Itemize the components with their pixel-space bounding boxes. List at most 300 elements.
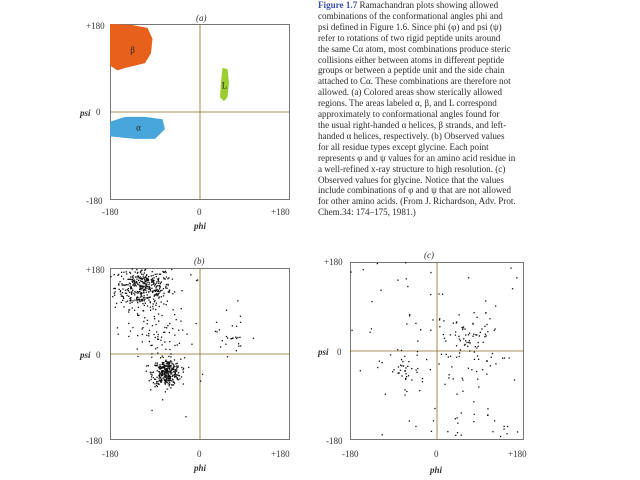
data-point (166, 276, 167, 277)
data-point (439, 318, 440, 319)
data-point (400, 370, 401, 371)
data-point (351, 330, 352, 331)
data-point (150, 345, 151, 346)
data-point (397, 349, 398, 350)
data-point (484, 336, 485, 337)
data-point (167, 388, 168, 389)
data-point (474, 359, 475, 360)
data-point (119, 289, 120, 290)
data-point (163, 377, 164, 378)
data-point (162, 399, 163, 400)
data-point (171, 380, 172, 381)
b-xtick-right: +180 (271, 449, 290, 459)
data-point (419, 390, 420, 391)
data-point (167, 301, 168, 302)
data-point (482, 369, 483, 370)
data-point (165, 349, 166, 350)
data-point (159, 376, 160, 377)
data-point (158, 334, 159, 335)
data-point (137, 313, 138, 314)
data-point (121, 276, 122, 277)
c-ytick-mid: 0 (337, 347, 342, 357)
data-point (494, 330, 495, 331)
data-point (176, 374, 177, 375)
data-point (174, 375, 175, 376)
data-point (116, 303, 117, 304)
data-point (131, 302, 132, 303)
region-label: α (136, 122, 141, 133)
data-point (154, 318, 155, 319)
data-point (158, 313, 159, 314)
data-point (401, 350, 402, 351)
data-point (472, 336, 473, 337)
data-point (469, 333, 470, 334)
data-point (138, 307, 139, 308)
data-point (178, 330, 179, 331)
data-point (177, 379, 178, 380)
data-point (151, 372, 152, 373)
data-point (158, 321, 159, 322)
data-point (416, 372, 417, 373)
data-point (126, 273, 127, 274)
region-label: β (130, 45, 135, 56)
data-point (148, 333, 149, 334)
data-point (402, 361, 403, 362)
data-point (168, 374, 169, 375)
data-point (405, 262, 406, 263)
a-ytick-top: +180 (86, 21, 105, 31)
data-point (134, 281, 135, 282)
caption-line: handed α helices, respectively. (b) Observed values (318, 130, 505, 141)
data-point (444, 384, 445, 385)
data-point (172, 375, 173, 376)
b-xtick-mid: 0 (197, 449, 202, 459)
data-point (471, 369, 472, 370)
data-point (151, 288, 152, 289)
a-ytick-bot: -180 (86, 196, 103, 206)
data-point (191, 344, 192, 345)
data-point (409, 315, 410, 316)
data-point (463, 326, 464, 327)
data-point (171, 384, 172, 385)
data-point (169, 341, 170, 342)
data-point (129, 303, 130, 304)
data-point (110, 276, 111, 277)
data-point (179, 378, 180, 379)
data-point (142, 282, 143, 283)
data-point (157, 347, 158, 348)
data-point (164, 372, 165, 373)
data-point (152, 275, 153, 276)
data-point (169, 378, 170, 379)
data-point (133, 275, 134, 276)
data-point (136, 281, 137, 282)
data-point (177, 363, 178, 364)
data-point (163, 357, 164, 358)
data-point (141, 296, 142, 297)
data-point (169, 292, 170, 293)
data-point (157, 294, 158, 295)
data-point (417, 355, 418, 356)
data-point (405, 370, 406, 371)
data-point (510, 268, 511, 269)
data-point (158, 383, 159, 384)
data-point (160, 290, 161, 291)
data-point (404, 394, 405, 395)
data-point (468, 277, 469, 278)
data-point (154, 301, 155, 302)
data-point (456, 321, 457, 322)
data-point (155, 284, 156, 285)
data-point (169, 368, 170, 369)
data-point (148, 289, 149, 290)
data-point (165, 376, 166, 377)
data-point (135, 284, 136, 285)
data-point (134, 294, 135, 295)
data-point (167, 377, 168, 378)
data-point (462, 379, 463, 380)
data-point (153, 303, 154, 304)
data-point (486, 360, 487, 361)
data-point (507, 426, 508, 427)
data-point (442, 294, 443, 295)
data-point (133, 279, 134, 280)
data-point (460, 349, 461, 350)
data-point (140, 297, 141, 298)
data-point (167, 366, 168, 367)
a-ylabel: psi (80, 108, 91, 118)
data-point (467, 346, 468, 347)
data-point (468, 334, 469, 335)
data-point (151, 285, 152, 286)
data-point (148, 291, 149, 292)
data-point (173, 367, 174, 368)
data-point (363, 269, 364, 270)
data-point (164, 368, 165, 369)
data-point (158, 285, 159, 286)
data-point (489, 318, 490, 319)
b-ytick-mid: 0 (96, 350, 101, 360)
data-point (150, 372, 151, 373)
data-point (448, 377, 449, 378)
data-point (152, 271, 153, 272)
data-point (404, 389, 405, 390)
data-point (142, 310, 143, 311)
data-point (438, 363, 439, 364)
data-point (162, 356, 163, 357)
data-point (154, 386, 155, 387)
data-point (114, 293, 115, 294)
data-point (146, 365, 147, 366)
data-point (401, 365, 402, 366)
data-point (129, 292, 130, 293)
data-point (174, 314, 175, 315)
data-point (469, 340, 470, 341)
data-point (226, 310, 227, 311)
data-point (143, 276, 144, 277)
data-point (155, 348, 156, 349)
data-point (188, 367, 189, 368)
data-point (142, 286, 143, 287)
data-point (417, 341, 418, 342)
data-point (169, 349, 170, 350)
data-point (114, 274, 115, 275)
data-point (166, 361, 167, 362)
data-point (477, 355, 478, 356)
a-xlabel: phi (194, 221, 207, 231)
data-point (487, 408, 488, 409)
data-point (126, 293, 127, 294)
data-point (156, 377, 157, 378)
data-point (118, 334, 119, 335)
data-point (232, 325, 233, 326)
data-point (153, 299, 154, 300)
data-point (455, 435, 456, 436)
data-point (163, 293, 164, 294)
data-point (382, 362, 383, 363)
data-point (163, 303, 164, 304)
data-point (171, 269, 172, 270)
data-point (157, 370, 158, 371)
data-point (163, 370, 164, 371)
data-point (514, 379, 515, 380)
a-ytick-mid: 0 (96, 107, 101, 117)
data-point (155, 291, 156, 292)
data-point (404, 356, 405, 357)
data-point (134, 300, 135, 301)
data-point (235, 337, 236, 338)
data-point (139, 299, 140, 300)
data-point (161, 301, 162, 302)
data-point (142, 281, 143, 282)
data-point (506, 433, 507, 434)
data-point (405, 373, 406, 374)
data-point (129, 279, 130, 280)
data-point (147, 320, 148, 321)
data-point (137, 272, 138, 273)
data-point (443, 334, 444, 335)
b-xlabel: phi (194, 463, 207, 473)
data-point (146, 335, 147, 336)
data-point (118, 284, 119, 285)
data-point (132, 276, 133, 277)
data-point (125, 285, 126, 286)
data-point (159, 375, 160, 376)
data-point (407, 366, 408, 367)
data-point (159, 274, 160, 275)
c-ylabel: psi (318, 347, 329, 357)
data-point (443, 320, 444, 321)
data-point (462, 329, 463, 330)
data-point (169, 384, 170, 385)
data-point (183, 368, 184, 369)
data-point (165, 287, 166, 288)
data-point (409, 314, 410, 315)
data-point (171, 363, 172, 364)
data-point (166, 284, 167, 285)
caption-line: a well-refined x-ray structure to high resolution. (c) (318, 163, 506, 174)
data-point (144, 282, 145, 283)
data-point (152, 278, 153, 279)
data-point (136, 300, 137, 301)
data-point (406, 323, 407, 324)
data-point (165, 384, 166, 385)
data-point (134, 285, 135, 286)
data-point (162, 363, 163, 364)
panel-label-c: (c) (424, 250, 434, 260)
data-point (172, 328, 173, 329)
data-point (155, 337, 156, 338)
data-point (127, 284, 128, 285)
data-point (165, 271, 166, 272)
data-point (151, 281, 152, 282)
data-point (160, 340, 161, 341)
data-point (137, 356, 138, 357)
data-point (456, 345, 457, 346)
data-point (406, 278, 407, 279)
data-point (470, 342, 471, 343)
data-point (142, 300, 143, 301)
data-point (169, 385, 170, 386)
data-point (153, 281, 154, 282)
data-point (432, 319, 433, 320)
data-point (398, 373, 399, 374)
data-point (174, 366, 175, 367)
data-point (146, 288, 147, 289)
data-point (137, 315, 138, 316)
data-point (127, 301, 128, 302)
data-point (151, 275, 152, 276)
caption-line: regions. The areas labeled α, β, and L correspond (318, 98, 497, 109)
data-point (157, 285, 158, 286)
data-point (150, 310, 151, 311)
data-point (159, 288, 160, 289)
data-point (439, 319, 440, 320)
data-point (157, 279, 158, 280)
data-point (464, 328, 465, 329)
data-point (136, 269, 137, 270)
data-point (126, 301, 127, 302)
data-point (485, 334, 486, 335)
data-point (430, 272, 431, 273)
data-point (145, 284, 146, 285)
data-point (173, 309, 174, 310)
data-point (222, 340, 223, 341)
data-point (494, 420, 495, 421)
data-point (483, 342, 484, 343)
data-point (136, 299, 137, 300)
data-point (465, 340, 466, 341)
data-point (128, 296, 129, 297)
data-point (126, 271, 127, 272)
caption-line (318, 0, 546, 11)
data-point (144, 305, 145, 306)
data-point (138, 280, 139, 281)
data-point (430, 330, 431, 331)
data-point (473, 312, 474, 313)
data-point (140, 272, 141, 273)
caption-line: Observed values for glycine. Notice that the values (318, 174, 504, 185)
data-point (382, 434, 383, 435)
data-point (147, 323, 148, 324)
data-point (168, 285, 169, 286)
data-point (151, 410, 152, 411)
data-point (137, 335, 138, 336)
data-point (121, 272, 122, 273)
data-point (147, 298, 148, 299)
data-point (156, 283, 157, 284)
data-point (171, 361, 172, 362)
c-xtick-right: +180 (508, 449, 527, 459)
data-point (170, 367, 171, 368)
data-point (236, 350, 237, 351)
data-point (160, 286, 161, 287)
data-point (154, 379, 155, 380)
data-point (473, 334, 474, 335)
data-point (149, 282, 150, 283)
data-point (476, 334, 477, 335)
data-point (161, 381, 162, 382)
data-point (148, 276, 149, 277)
data-point (230, 338, 231, 339)
data-point (160, 378, 161, 379)
data-point (174, 291, 175, 292)
data-point (476, 371, 477, 372)
data-point (186, 334, 187, 335)
data-point (491, 357, 492, 358)
data-point (139, 287, 140, 288)
data-point (132, 300, 133, 301)
data-point (183, 383, 184, 384)
data-point (159, 306, 160, 307)
data-point (459, 352, 460, 353)
data-point (492, 353, 493, 354)
data-point (166, 327, 167, 328)
data-point (174, 359, 175, 360)
data-point (142, 287, 143, 288)
data-point (155, 305, 156, 306)
data-point (151, 353, 152, 354)
data-point (139, 289, 140, 290)
data-point (132, 268, 133, 269)
data-point (118, 283, 119, 284)
data-point (176, 376, 177, 377)
data-point (150, 296, 151, 297)
data-point (200, 381, 201, 382)
data-point (135, 276, 136, 277)
data-point (176, 377, 177, 378)
data-point (168, 383, 169, 384)
data-point (446, 354, 447, 355)
data-point (441, 354, 442, 355)
data-point (156, 294, 157, 295)
data-point (438, 293, 439, 294)
data-point (147, 286, 148, 287)
data-point (216, 322, 217, 323)
data-point (416, 369, 417, 370)
data-point (132, 279, 133, 280)
data-point (469, 350, 470, 351)
data-point (155, 309, 156, 310)
data-point (167, 374, 168, 375)
caption-line: for all residue types except glycine. Each point (318, 141, 489, 152)
data-point (457, 423, 458, 424)
data-point (430, 294, 431, 295)
data-point (504, 426, 505, 427)
data-point (409, 420, 410, 421)
data-point (144, 317, 145, 318)
data-point (517, 431, 518, 432)
